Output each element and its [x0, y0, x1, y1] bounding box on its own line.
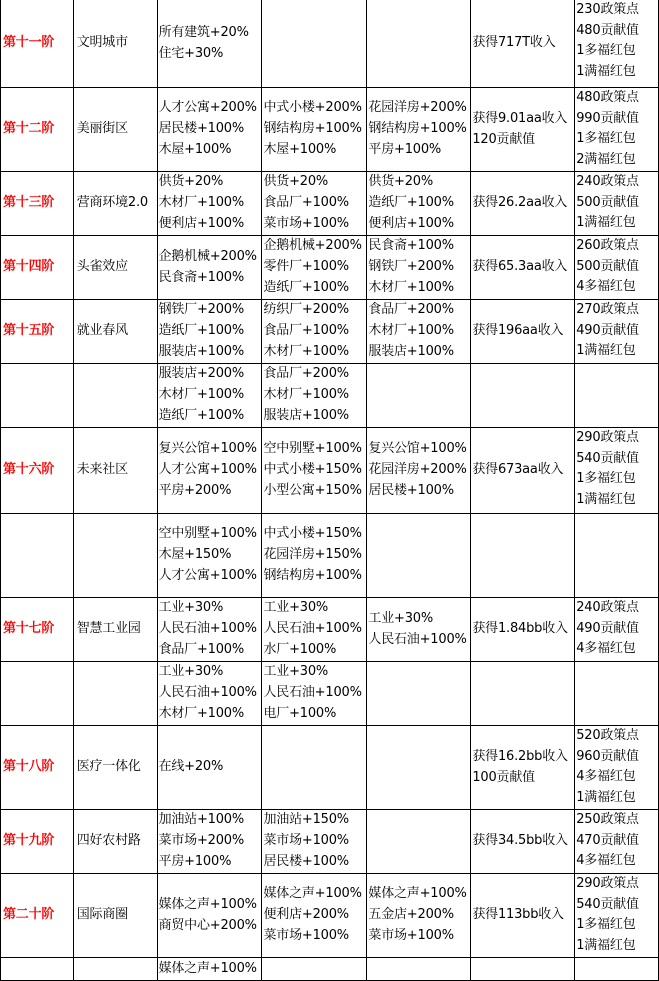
- cell-line: 便利店+100%: [158, 215, 245, 231]
- cell-line: 空中别墅+100%: [263, 441, 362, 457]
- rewards-cell: [575, 598, 659, 662]
- bonus-cell-1: [157, 514, 262, 598]
- cell-line: 获得26.2aa收入: [472, 195, 568, 211]
- cell-line: 1满福红包: [576, 790, 636, 806]
- bonus-cell-3: [367, 172, 471, 236]
- cell-line: 960贡献值: [576, 748, 639, 764]
- stage-name-cell: 四好农村路: [73, 810, 157, 874]
- cell-line: 4多福红包: [576, 853, 636, 869]
- bonus-cell-2: [262, 958, 367, 981]
- bonus-cell-2: [262, 514, 367, 598]
- rewards-cell: [575, 364, 659, 428]
- cell-line: 平房+200%: [158, 482, 232, 498]
- cell-line: 获得65.3aa收入: [472, 259, 568, 275]
- cell-line: 获得1.84bb收入: [472, 621, 568, 637]
- cell-line: 获得717T收入: [472, 35, 556, 51]
- cell-line: 木材厂+100%: [263, 387, 349, 403]
- table-row: [1, 428, 659, 514]
- rewards-cell: [575, 958, 659, 981]
- stage-name-cell: 国际商圈: [73, 874, 157, 958]
- bonus-cell-1: [157, 598, 262, 662]
- cell-line: 2满福红包: [576, 152, 636, 168]
- bonus-cell-1: [157, 88, 262, 172]
- cell-line: 240政策点: [576, 600, 639, 615]
- bonus-cell-3: [367, 364, 471, 428]
- cell-line: 钢铁厂+200%: [158, 302, 245, 318]
- cell-line: 工业+30%: [158, 600, 224, 616]
- cell-line: 钢结构房+100%: [263, 121, 362, 137]
- bonus-cell-1: [157, 428, 262, 514]
- cell-line: 纺织厂+200%: [263, 302, 349, 318]
- stage-cell: [1, 958, 74, 981]
- cell-line: 获得113bb收入: [472, 907, 564, 923]
- stage-name-cell: 美丽街区: [73, 88, 157, 172]
- cell-line: 260政策点: [576, 238, 639, 253]
- cell-line: 100贡献值: [472, 769, 535, 785]
- cell-line: 540贡献值: [576, 450, 639, 466]
- stage-cell: 第十五阶: [1, 300, 74, 364]
- cell-line: 120贡献值: [472, 131, 535, 147]
- table-row: [1, 236, 659, 300]
- cell-line: 木屋+100%: [158, 141, 232, 157]
- rewards-cell: [575, 662, 659, 726]
- table-row: [1, 300, 659, 364]
- cell-line: 工业+30%: [263, 664, 329, 680]
- cell-line: 人民石油+100%: [158, 621, 257, 637]
- cell-line: 钢结构房+100%: [368, 121, 467, 137]
- income-cell: [471, 958, 575, 981]
- bonus-cell-3: [367, 0, 471, 88]
- cell-line: 获得34.5bb收入: [472, 833, 568, 849]
- cell-line: 媒体之声+100%: [158, 961, 257, 976]
- bonus-cell-2: [262, 364, 367, 428]
- bonus-cell-2: [262, 726, 367, 810]
- rewards-cell: [575, 514, 659, 598]
- cell-line: 人民石油+100%: [158, 685, 257, 701]
- bonus-cell-1: [157, 236, 262, 300]
- cell-line: 居民楼+100%: [158, 121, 245, 137]
- stage-name-cell: 医疗一体化: [73, 726, 157, 810]
- bonus-cell-1: [157, 662, 262, 726]
- cell-line: 木材厂+100%: [368, 323, 454, 339]
- bonus-cell-3: [367, 300, 471, 364]
- stage-name-cell: 头雀效应: [73, 236, 157, 300]
- cell-line: 290政策点: [576, 430, 639, 445]
- stage-name-cell: 营商环境2.0: [73, 172, 157, 236]
- cell-line: 4多福红包: [576, 641, 636, 657]
- bonus-cell-3: [367, 726, 471, 810]
- rewards-cell: [575, 236, 659, 300]
- cell-line: 菜市场+100%: [263, 215, 349, 231]
- cell-line: 造纸厂+100%: [158, 407, 245, 423]
- stage-cell: [1, 364, 74, 428]
- cell-line: 造纸厂+100%: [263, 279, 349, 295]
- rewards-cell: [575, 428, 659, 514]
- cell-line: 电厂+100%: [263, 705, 337, 721]
- cell-line: 人民石油+100%: [368, 631, 467, 647]
- bonus-cell-3: [367, 874, 471, 958]
- bonus-cell-1: [157, 810, 262, 874]
- cell-line: 居民楼+100%: [263, 853, 349, 869]
- cell-line: 菜市场+100%: [263, 927, 349, 943]
- cell-line: 木材厂+100%: [263, 343, 349, 359]
- cell-line: 商贸中心+200%: [158, 917, 257, 933]
- bonus-cell-2: [262, 172, 367, 236]
- cell-line: 获得673aa收入: [472, 462, 564, 478]
- cell-line: 居民楼+100%: [368, 482, 454, 498]
- income-cell: [471, 810, 575, 874]
- rewards-cell: [575, 0, 659, 88]
- table-row: [1, 726, 659, 810]
- stage-cell: 第十七阶: [1, 598, 74, 662]
- cell-line: 1多福红包: [576, 131, 636, 147]
- income-cell: [471, 364, 575, 428]
- cell-line: 花园洋房+200%: [368, 462, 467, 478]
- cell-line: 1满福红包: [576, 215, 636, 231]
- cell-line: 空中别墅+100%: [158, 526, 257, 542]
- cell-line: 270政策点: [576, 302, 639, 317]
- stage-name-cell: [73, 662, 157, 726]
- stage-cell: 第十一阶: [1, 0, 74, 88]
- cell-line: 490贡献值: [576, 620, 639, 636]
- cell-line: 复兴公馆+100%: [368, 441, 467, 457]
- cell-line: 木材厂+100%: [158, 387, 245, 403]
- stage-cell: 第二十阶: [1, 874, 74, 958]
- cell-line: 1多福红包: [576, 43, 636, 59]
- cell-line: 木材厂+100%: [368, 279, 454, 295]
- bonus-cell-1: [157, 958, 262, 981]
- cell-line: 获得196aa收入: [472, 323, 564, 339]
- cell-line: 490贡献值: [576, 322, 639, 338]
- cell-line: 菜市场+100%: [263, 833, 349, 849]
- cell-line: 240政策点: [576, 174, 639, 189]
- cell-line: 民食斋+100%: [158, 269, 245, 285]
- rewards-cell: [575, 172, 659, 236]
- rewards-cell: [575, 726, 659, 810]
- bonus-cell-2: [262, 874, 367, 958]
- cell-line: 木材厂+100%: [158, 705, 245, 721]
- cell-line: 1满福红包: [576, 938, 636, 954]
- stage-name-cell: 智慧工业园: [73, 598, 157, 662]
- cell-line: 服装店+100%: [368, 343, 454, 359]
- cell-line: 民食斋+100%: [368, 238, 454, 254]
- cell-line: 小型公寓+150%: [263, 482, 362, 498]
- cell-line: 造纸厂+100%: [368, 195, 454, 211]
- bonus-cell-3: [367, 810, 471, 874]
- cell-line: 花园洋房+150%: [263, 547, 362, 563]
- table-row: [1, 88, 659, 172]
- bonus-cell-3: [367, 598, 471, 662]
- cell-line: 企鹅机械+200%: [158, 248, 257, 264]
- cell-line: 500贡献值: [576, 258, 639, 274]
- bonus-cell-2: [262, 428, 367, 514]
- cell-line: 工业+30%: [263, 600, 329, 616]
- bonus-cell-1: [157, 726, 262, 810]
- cell-line: 500贡献值: [576, 194, 639, 210]
- cell-line: 480政策点: [576, 90, 639, 105]
- income-cell: [471, 0, 575, 88]
- cell-line: 540贡献值: [576, 896, 639, 912]
- table-row: [1, 172, 659, 236]
- cell-line: 媒体之声+100%: [263, 886, 362, 902]
- cell-line: 人民石油+100%: [263, 685, 362, 701]
- stage-name-cell: [73, 958, 157, 981]
- cell-line: 990贡献值: [576, 110, 639, 126]
- bonus-cell-2: [262, 236, 367, 300]
- stage-cell: [1, 662, 74, 726]
- cell-line: 水厂+100%: [263, 641, 337, 657]
- rewards-cell: [575, 88, 659, 172]
- stage-name-cell: [73, 514, 157, 598]
- stage-cell: 第十六阶: [1, 428, 74, 514]
- bonus-cell-3: [367, 662, 471, 726]
- cell-line: 食品厂+200%: [263, 366, 349, 382]
- stage-cell: 第十八阶: [1, 726, 74, 810]
- income-cell: [471, 726, 575, 810]
- cell-line: 1多福红包: [576, 917, 636, 933]
- cell-line: 480贡献值: [576, 22, 639, 38]
- cell-line: 食品厂+100%: [263, 195, 349, 211]
- income-cell: [471, 428, 575, 514]
- table-row: [1, 514, 659, 598]
- cell-line: 工业+30%: [158, 664, 224, 680]
- cell-line: 470贡献值: [576, 832, 639, 848]
- cell-line: 企鹅机械+200%: [263, 238, 362, 254]
- bonus-cell-2: [262, 88, 367, 172]
- cell-line: 服装店+100%: [263, 407, 349, 423]
- cell-line: 五金店+200%: [368, 907, 454, 923]
- stage-cell: 第十二阶: [1, 88, 74, 172]
- income-cell: [471, 874, 575, 958]
- cell-line: 造纸厂+100%: [158, 323, 245, 339]
- rewards-cell: [575, 810, 659, 874]
- cell-line: 木材厂+100%: [158, 195, 245, 211]
- cell-line: 平房+100%: [158, 853, 232, 869]
- table-row: [1, 874, 659, 958]
- bonus-cell-1: [157, 874, 262, 958]
- income-cell: [471, 662, 575, 726]
- table-body: [1, 0, 659, 980]
- cell-line: 媒体之声+100%: [368, 886, 467, 902]
- cell-line: 520政策点: [576, 728, 639, 743]
- income-cell: [471, 172, 575, 236]
- bonus-cell-3: [367, 236, 471, 300]
- cell-line: 钢铁厂+200%: [368, 259, 454, 275]
- cell-line: 供货+20%: [263, 174, 329, 190]
- bonus-cell-2: [262, 810, 367, 874]
- cell-line: 供货+20%: [368, 174, 433, 190]
- cell-line: 加油站+150%: [263, 812, 349, 828]
- bonus-cell-1: [157, 300, 262, 364]
- cell-line: 250政策点: [576, 812, 639, 827]
- cell-line: 中式小楼+150%: [263, 526, 362, 542]
- cell-line: 媒体之声+100%: [158, 896, 257, 912]
- cell-line: 在线+20%: [158, 759, 224, 775]
- cell-line: 复兴公馆+100%: [158, 441, 257, 457]
- cell-line: 便利店+200%: [263, 907, 349, 923]
- rewards-cell: [575, 874, 659, 958]
- cell-line: 1满福红包: [576, 64, 636, 80]
- cell-line: 中式小楼+150%: [263, 462, 362, 478]
- bonus-cell-3: [367, 958, 471, 981]
- cell-line: 1满福红包: [576, 343, 636, 359]
- table-row: [1, 364, 659, 428]
- table-row: [1, 598, 659, 662]
- cell-line: 获得9.01aa收入: [472, 110, 568, 126]
- cell-line: 花园洋房+200%: [368, 100, 467, 116]
- bonus-cell-2: [262, 598, 367, 662]
- cell-line: 290政策点: [576, 876, 639, 891]
- bonus-cell-2: [262, 300, 367, 364]
- cell-line: 便利店+100%: [368, 215, 454, 231]
- stage-cell: 第十九阶: [1, 810, 74, 874]
- stage-name-cell: [73, 364, 157, 428]
- cell-line: 人才公寓+100%: [158, 462, 257, 478]
- cell-line: 食品厂+100%: [158, 641, 245, 657]
- income-cell: [471, 514, 575, 598]
- cell-line: 人民石油+100%: [263, 621, 362, 637]
- cell-line: 1满福红包: [576, 492, 636, 508]
- bonus-cell-3: [367, 428, 471, 514]
- cell-line: 零件厂+100%: [263, 259, 349, 275]
- cell-line: 钢结构房+100%: [263, 567, 362, 583]
- cell-line: 加油站+100%: [158, 812, 245, 828]
- bonus-cell-2: [262, 662, 367, 726]
- stage-cell: 第十四阶: [1, 236, 74, 300]
- stage-cell: [1, 514, 74, 598]
- bonus-cell-2: [262, 0, 367, 88]
- rewards-cell: [575, 300, 659, 364]
- table-row: [1, 810, 659, 874]
- cell-line: 木屋+150%: [158, 547, 232, 563]
- cell-line: 所有建筑+20%: [158, 24, 249, 40]
- bonus-cell-3: [367, 88, 471, 172]
- bonus-cell-1: [157, 0, 262, 88]
- cell-line: 供货+20%: [158, 174, 224, 190]
- cell-line: 食品厂+100%: [263, 323, 349, 339]
- cell-line: 食品厂+200%: [368, 302, 454, 318]
- cell-line: 人才公寓+200%: [158, 100, 257, 116]
- stage-cell: 第十三阶: [1, 172, 74, 236]
- cell-line: 平房+100%: [368, 141, 442, 157]
- table-row: [1, 958, 659, 981]
- cell-line: 1多福红包: [576, 471, 636, 487]
- table-row: [1, 0, 659, 88]
- bonus-cell-3: [367, 514, 471, 598]
- cell-line: 工业+30%: [368, 610, 433, 626]
- income-cell: [471, 300, 575, 364]
- stage-name-cell: 未来社区: [73, 428, 157, 514]
- table-row: [1, 662, 659, 726]
- income-cell: [471, 598, 575, 662]
- bonus-cell-1: [157, 172, 262, 236]
- cell-line: 获得16.2bb收入: [472, 748, 568, 764]
- stage-name-cell: 文明城市: [73, 0, 157, 88]
- income-cell: [471, 88, 575, 172]
- cell-line: 住宅+30%: [158, 45, 224, 61]
- cell-line: 中式小楼+200%: [263, 100, 362, 116]
- cell-line: 木屋+100%: [263, 141, 337, 157]
- cell-line: 230政策点: [576, 2, 639, 17]
- bonus-cell-1: [157, 364, 262, 428]
- cell-line: 服装店+200%: [158, 366, 245, 382]
- cell-line: 服装店+100%: [158, 343, 245, 359]
- income-cell: [471, 236, 575, 300]
- cell-line: 菜市场+200%: [158, 833, 245, 849]
- stage-name-cell: 就业春风: [73, 300, 157, 364]
- cell-line: 4多福红包: [576, 769, 636, 785]
- cell-line: 菜市场+100%: [368, 927, 454, 943]
- cell-line: 4多福红包: [576, 279, 636, 295]
- cell-line: 人才公寓+100%: [158, 567, 257, 583]
